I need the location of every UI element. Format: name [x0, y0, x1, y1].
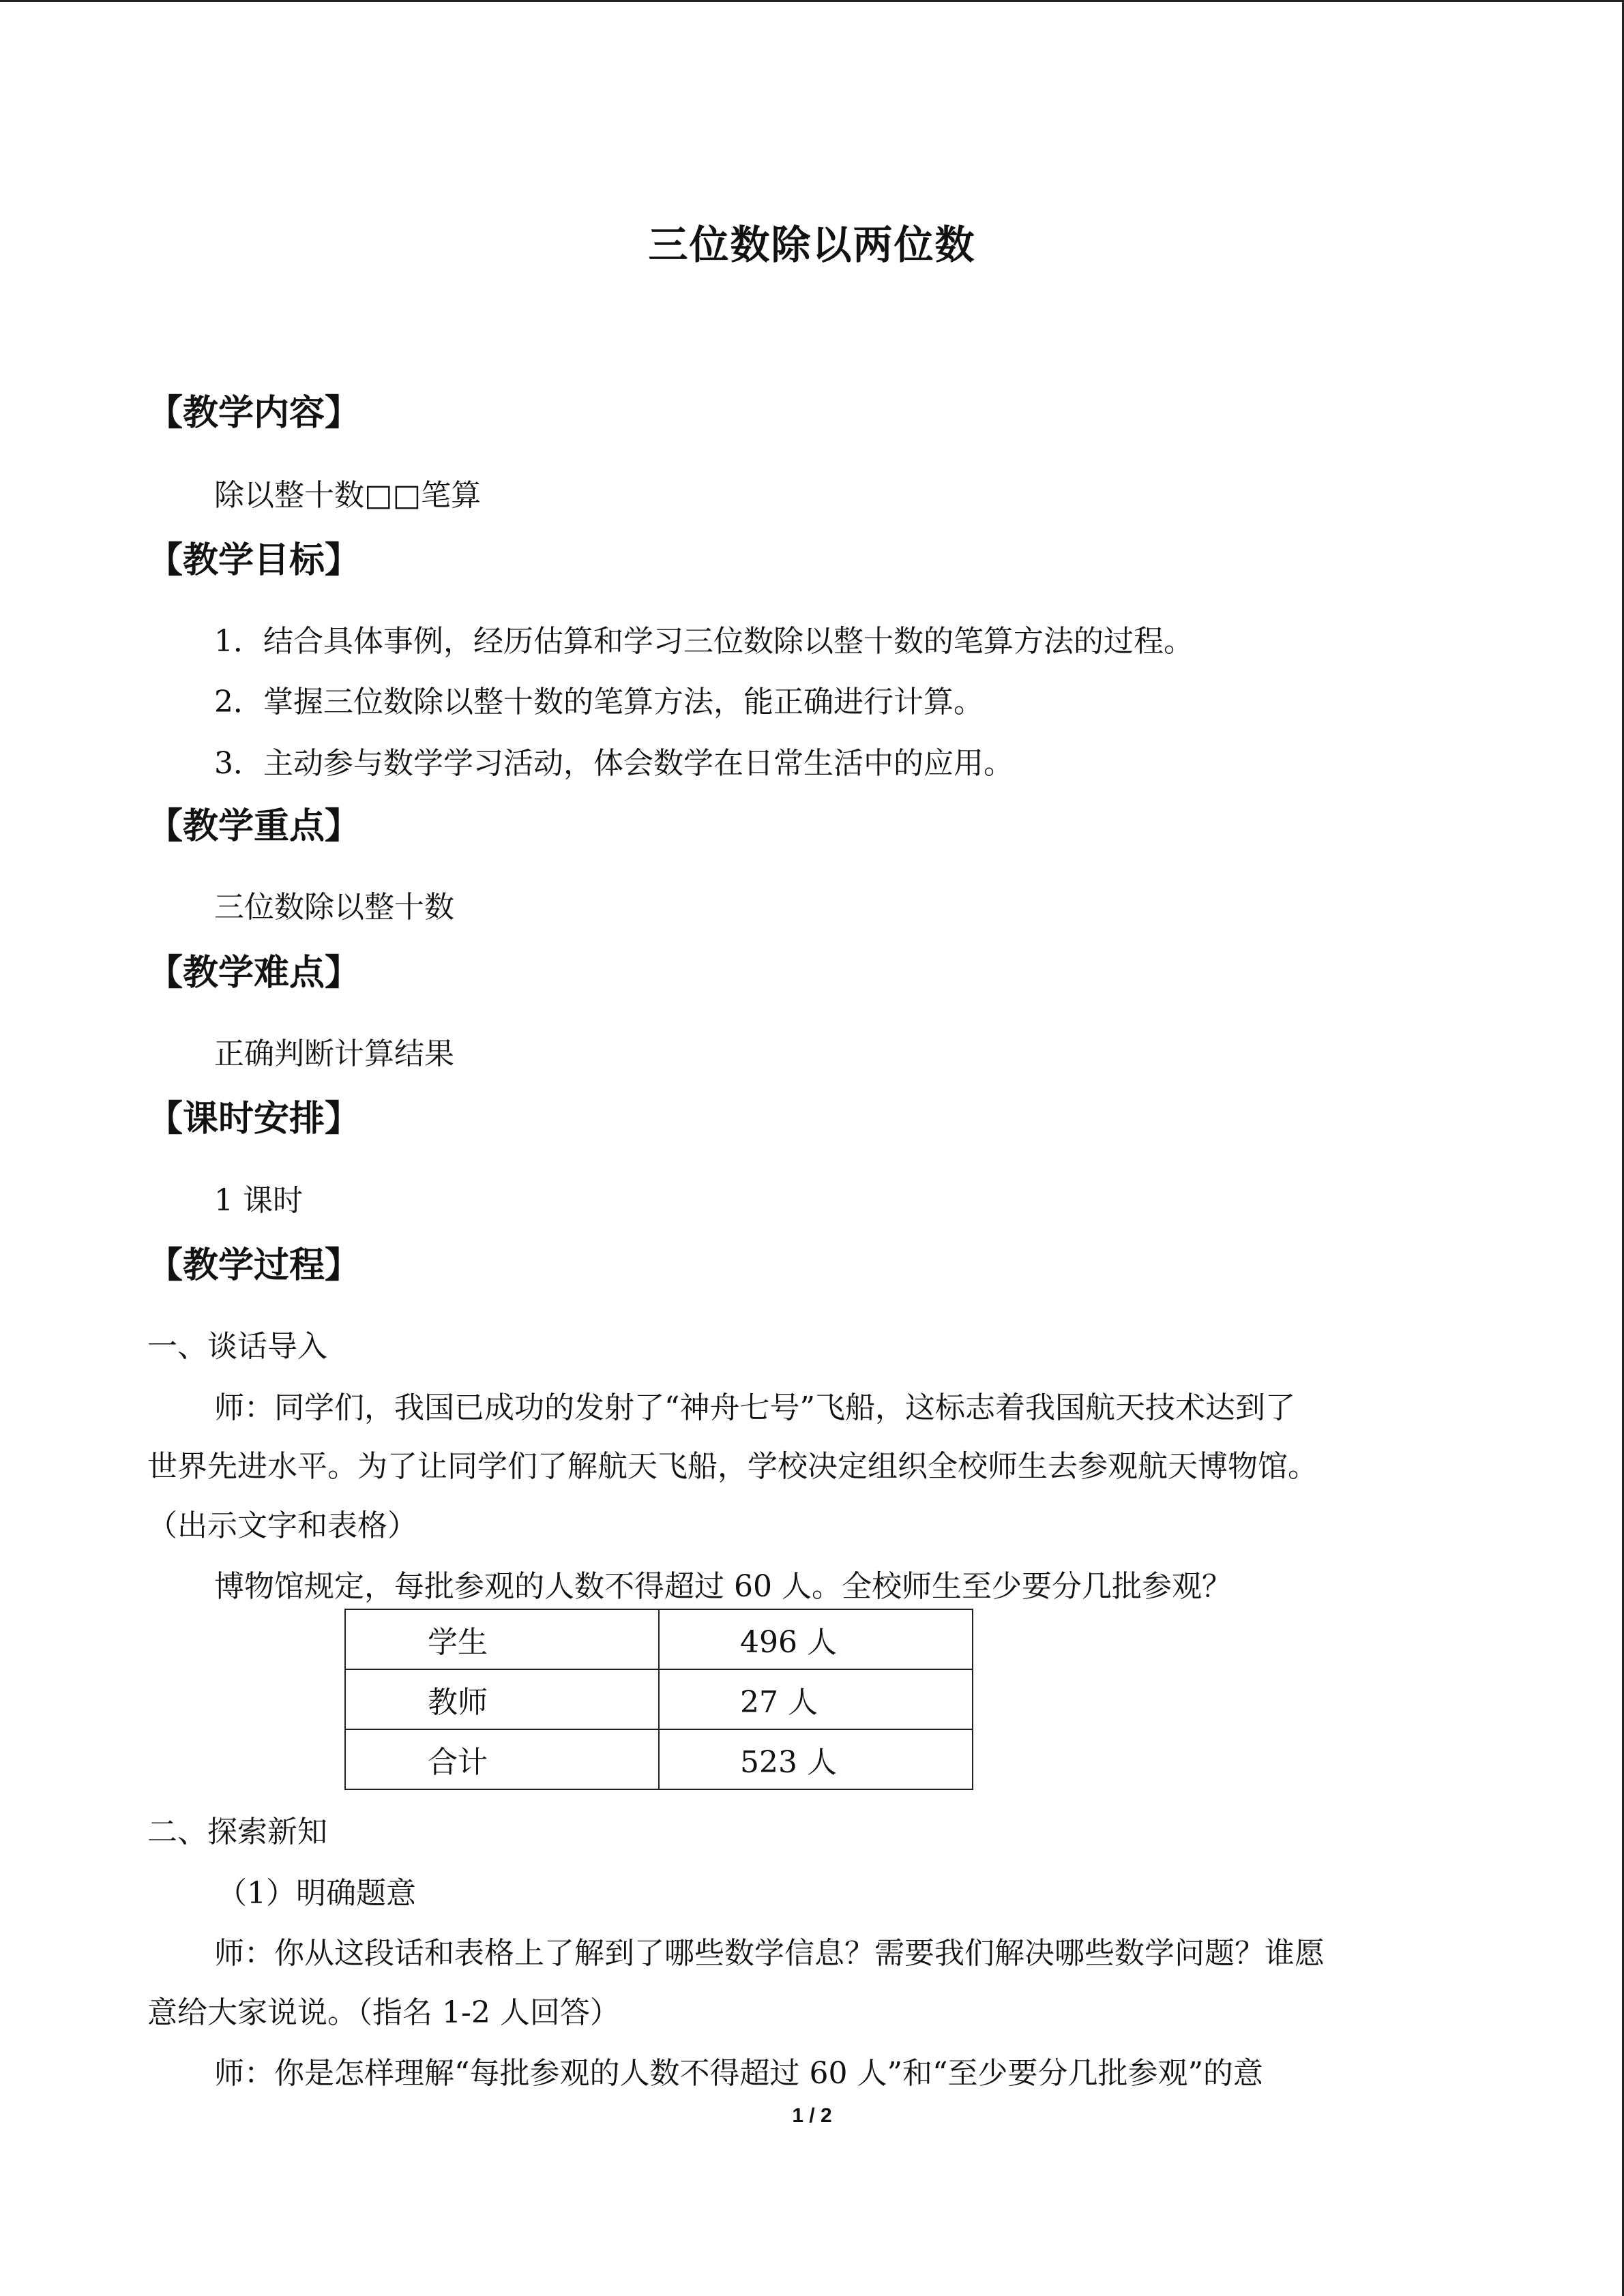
table-cell-value: 27 人	[659, 1669, 973, 1729]
heading-difficulties: 【教学难点】	[147, 952, 361, 994]
heading-schedule: 【课时安排】	[147, 1098, 361, 1139]
table-row	[345, 1609, 973, 1669]
table-cell-value: 523 人	[659, 1729, 973, 1789]
part2-line-2: 意给大家说说。（指名 1-2 人回答）	[147, 1995, 620, 2030]
part1-title: 一、谈话导入	[147, 1329, 327, 1364]
table-cell-label: 教师	[345, 1669, 659, 1729]
table-cell-label: 学生	[345, 1609, 659, 1669]
part2-line-3: 师：你是怎样理解“每批参观的人数不得超过 60 人”和“至少要分几批参观”的意	[214, 2056, 1263, 2091]
key-points-text: 三位数除以整十数	[214, 890, 454, 925]
goal-item-1: 1．结合具体事例，经历估算和学习三位数除以整十数的笔算方法的过程。	[214, 624, 1194, 659]
part1-line-2: 世界先进水平。为了让同学们了解航天飞船，学校决定组织全校师生去参观航天博物馆。	[147, 1449, 1318, 1484]
goal-item-3: 3．主动参与数学学习活动，体会数学在日常生活中的应用。	[214, 746, 1014, 781]
heading-teaching-goals: 【教学目标】	[147, 539, 361, 581]
document-title: 三位数除以两位数	[648, 222, 976, 268]
part1-line-3: （出示文字和表格）	[147, 1508, 417, 1543]
visitor-count-table	[344, 1609, 973, 1790]
part2-sub1: （1）明确题意	[217, 1876, 416, 1911]
heading-process: 【教学过程】	[147, 1244, 361, 1286]
schedule-text: 1 课时	[214, 1183, 303, 1218]
table-cell-value: 496 人	[659, 1609, 973, 1669]
part1-line-4: 博物馆规定，每批参观的人数不得超过 60 人。全校师生至少要分几批参观？	[214, 1569, 1232, 1604]
part2-line-1: 师：你从这段话和表格上了解到了哪些数学信息？需要我们解决哪些数学问题？谁愿	[214, 1936, 1325, 1971]
heading-teaching-content: 【教学内容】	[147, 392, 361, 434]
part1-line-1: 师：同学们，我国已成功的发射了“神舟七号”飞船，这标志着我国航天技术达到了	[214, 1390, 1295, 1425]
table-row	[345, 1669, 973, 1729]
teaching-content-text: 除以整十数□□笔算	[214, 478, 482, 513]
part2-title: 二、探索新知	[147, 1815, 327, 1849]
table-row	[345, 1729, 973, 1789]
goal-item-2: 2．掌握三位数除以整十数的笔算方法，能正确进行计算。	[214, 685, 984, 719]
difficulties-text: 正确判断计算结果	[214, 1037, 454, 1071]
table-cell-label: 合计	[345, 1729, 659, 1789]
page-number: 1 / 2	[792, 2104, 832, 2127]
heading-key-points: 【教学重点】	[147, 805, 361, 847]
